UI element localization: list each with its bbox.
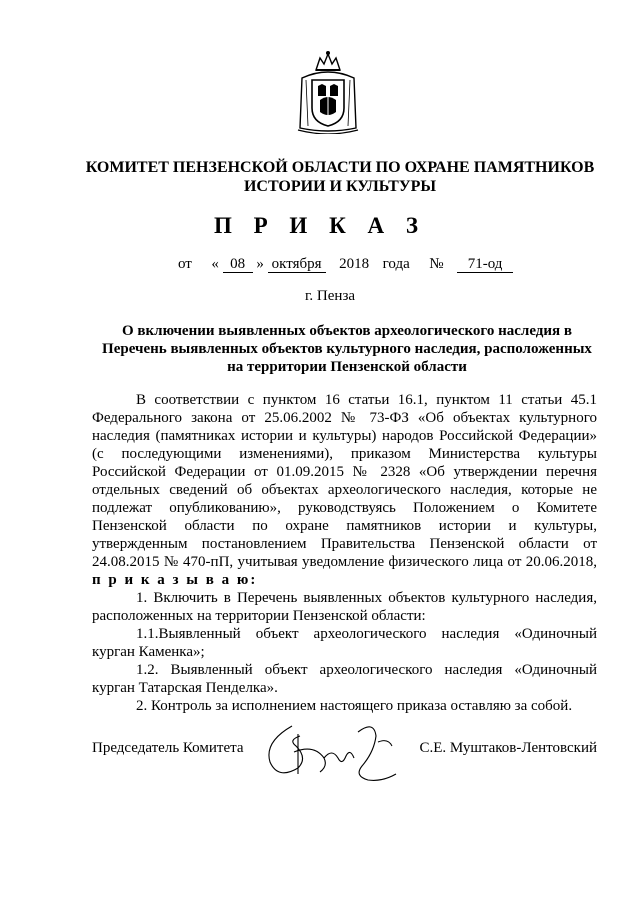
item-2: 2. Контроль за исполнением настоящего приказа оставляю за собой. [136, 698, 573, 714]
number-sign: № [429, 256, 444, 272]
order-body [92, 391, 597, 715]
date-year: 2018 [339, 256, 370, 272]
open-quote: « [211, 256, 219, 272]
committee-line-2: ИСТОРИИ И КУЛЬТУРЫ [243, 178, 437, 195]
coat-of-arms-icon [296, 48, 360, 134]
city: г. Пенза [304, 288, 356, 304]
preamble-paragraph [92, 391, 597, 589]
preamble-text: В соответствии с пунктом 16 статьи 16.1, пунктом 11 статьи 45.1 Федерального закона от 25.06.2002 № 73-ФЗ «Об объектах культурного наследия (памятниках истории и культуры) народов Российской Федерации» (с последующими изменениями), приказом Министерства культуры Российской Федерации от 01.09.2015 № 2328 «Об утверждении перечня отдельных сведений об объектах археологического наследия, которые не подлежат опубликованию», руководствуясь Положением о Комитете Пензенской области по охране памятников истории и культуры, утвержденным постановлением Правительства Пензенской области от 24.08.2015 № 470-пП, учитывая уведомление физического лица от 20.06.2018, [92, 392, 597, 570]
item-1-1: 1.1.Выявленный объект археологического наследия «Одиночный курган Каменка»; [92, 626, 597, 660]
order-title-line-3: на территории Пензенской области [227, 359, 467, 375]
signer-position: Председатель Комитета [92, 740, 244, 756]
order-word: п р и к а з ы в а ю: [92, 572, 258, 588]
year-label: года [382, 256, 410, 272]
item-1-2: 1.2. Выявленный объект археологического наследия «Одиночный курган Татарская Пенделка». [92, 662, 597, 696]
signature-icon [258, 718, 418, 788]
order-title-line-1: О включении выявленных объектов археологического наследия в [122, 323, 572, 339]
committee-name [80, 158, 600, 196]
signer-name: С.Е. Муштаков-Лентовский [419, 740, 597, 756]
item-1: 1. Включить в Перечень выявленных объектов культурного наследия, расположенных на территории Пензенской области: [92, 590, 597, 624]
order-title-line-2: Перечень выявленных объектов культурного наследия, расположенных [102, 341, 592, 357]
date-line [178, 256, 513, 273]
order-number: 71-од [457, 257, 513, 273]
date-day: 08 [223, 257, 253, 273]
committee-line-1: КОМИТЕТ ПЕНЗЕНСКОЙ ОБЛАСТИ ПО ОХРАНЕ ПАМЯТНИКОВ [85, 159, 595, 176]
from-label: от [178, 256, 192, 272]
close-quote: » [256, 256, 264, 272]
document-type: П Р И К А З [213, 213, 426, 238]
order-title [92, 322, 602, 376]
date-month: октября [268, 257, 326, 273]
